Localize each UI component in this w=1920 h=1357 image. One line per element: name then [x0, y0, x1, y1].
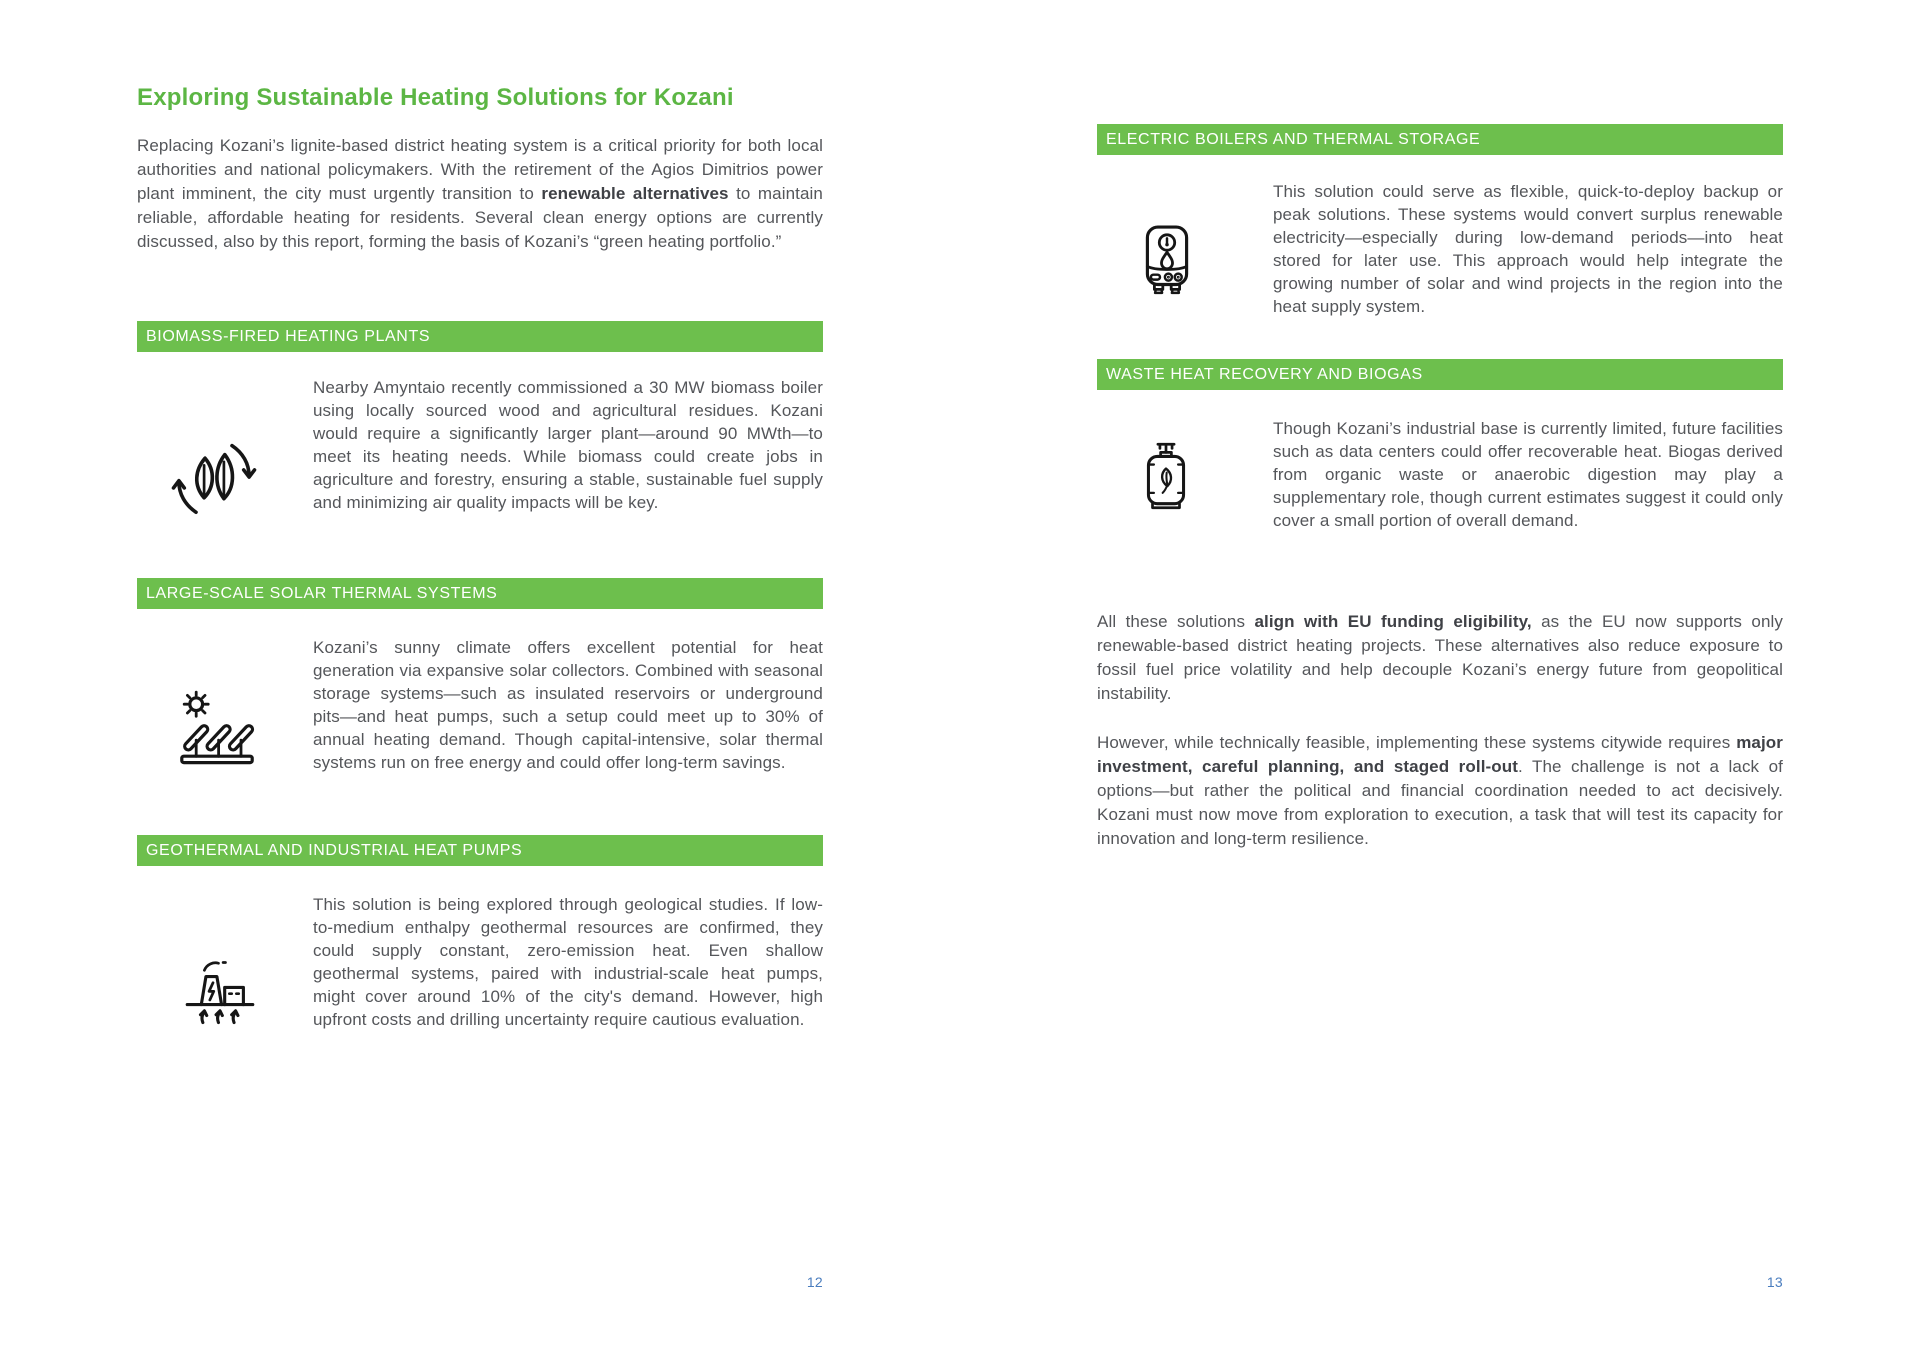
section-body-geothermal: This solution is being explored through geological studies. If low-to-medium enthalpy geothermal resources are confirmed, they could supply constant, zero-emission heat. Even shallow geothermal systems, paired with industrial-scale heat pumps, might cover around 10% of the city's demand. However, high upfront costs and drilling uncertainty require cautious evaluation.: [313, 895, 823, 1029]
text-segment: All these solutions: [1097, 612, 1255, 631]
section-body-electric-boilers: This solution could serve as flexible, quick-to-deploy backup or peak solutions. These systems would convert surplus renewable electricity—especially during low-demand periods—into heat stored for later use. This approach would help integrate the growing number of solar and wind projects in the region into the heat supply system.: [1273, 182, 1783, 316]
page-number-left: 12: [806, 1274, 823, 1290]
page-left: [137, 0, 823, 1357]
section-body-biomass: Nearby Amyntaio recently commissioned a 30 MW biomass boiler using locally sourced wood and agricultural residues. Kozani would require a significantly larger plant—around 90 MWth—to meet its heating needs. While biomass could create jobs in agriculture and forestry, ensuring a stable, sustainable fuel supply and minimizing air quality impacts will be key.: [313, 378, 823, 512]
solar-panels-icon: [177, 688, 257, 770]
section-header-biomass: BIOMASS-FIRED HEATING PLANTS: [137, 321, 823, 352]
text-segment: as the EU now supports only renewable-based district heating projects. These alternatives also reduce exposure to fossil fuel price volatility and help decouple Kozani’s energy future from geopolitical instability.: [1097, 612, 1783, 703]
bold-text-segment: renewable alternatives: [541, 184, 729, 203]
closing-paragraph-funding: [1097, 610, 1783, 706]
text-segment: Replacing Kozani’s lignite-based district heating system is a critical priority for both local authorities and national policymakers. With the retirement of the Agios Dimitrios power plant imminent, the city must urgently transition to: [137, 136, 823, 203]
text-segment: . The challenge is not a lack of options—but rather the political and financial coordination needed to act decisively. Kozani must now move from exploration to execution, a task that will test its capacity for innovation and long-term resilience.: [1097, 757, 1783, 848]
bold-text-segment: align with EU funding eligibility,: [1254, 612, 1532, 631]
page-number-right: 13: [1766, 1274, 1783, 1290]
section-header-electric-boilers: ELECTRIC BOILERS AND THERMAL STORAGE: [1097, 124, 1783, 155]
text-segment: However, while technically feasible, implementing these systems citywide requires: [1097, 733, 1737, 752]
biomass-leaves-recycle-icon: [169, 433, 259, 523]
page-right: [1097, 0, 1783, 1357]
section-header-solar: LARGE-SCALE SOLAR THERMAL SYSTEMS: [137, 578, 823, 609]
section-header-waste-heat: WASTE HEAT RECOVERY AND BIOGAS: [1097, 359, 1783, 390]
bold-text-segment: major investment, careful planning, and staged roll-out: [1097, 733, 1783, 776]
text-segment: to maintain reliable, affordable heating for residents. Several clean energy options are currently discussed, also by this report, forming the basis of Kozani’s “green heating portfolio.”: [137, 184, 823, 251]
geothermal-plant-icon: [181, 946, 259, 1032]
electric-boiler-icon: [1139, 221, 1195, 299]
section-body-waste-heat: Though Kozani’s industrial base is currently limited, future facilities such as data centers could offer recoverable heat. Biogas derived from organic waste or anaerobic digestion may play a supplementary role, though current estimates suggest it could only cover a small portion of overall demand.: [1273, 419, 1783, 530]
section-body-solar: Kozani’s sunny climate offers excellent potential for heat generation via expansive solar collectors. Combined with seasonal storage systems—such as insulated reservoirs or underground pits—and heat pumps, such a setup could meet up to 30% of annual heating demand. Though capital-intensive, solar thermal systems run on free energy and could offer long-term savings.: [313, 638, 823, 772]
section-header-geothermal: GEOTHERMAL AND INDUSTRIAL HEAT PUMPS: [137, 835, 823, 866]
intro-paragraph: [137, 134, 823, 254]
closing-paragraph-implementation: [1097, 731, 1783, 851]
biogas-tank-icon: [1139, 437, 1193, 515]
page-title: Exploring Sustainable Heating Solutions for Kozani: [137, 84, 734, 111]
